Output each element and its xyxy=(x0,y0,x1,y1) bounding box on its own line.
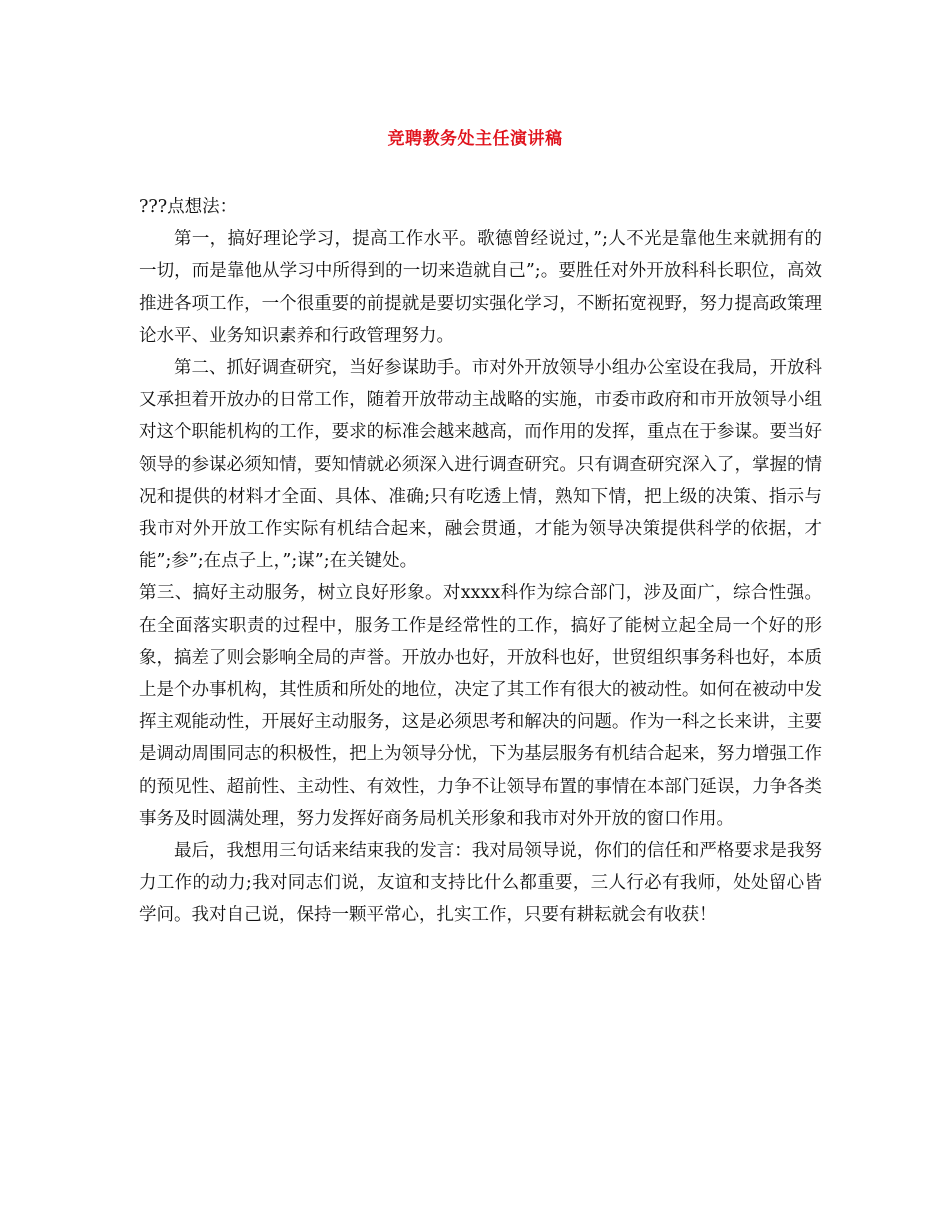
document-title: 竞聘教务处主任演讲稿 xyxy=(387,129,563,149)
intro-line: ???点想法： xyxy=(139,197,238,217)
paragraph-2: 第二、抓好调查研究，当好参谋助手。市对外开放领导小组办公室设在我局，开放科又承担着开放办的日常工作，随着开放带动主战略的实施，市委市政府和市开放领导小组对这个职能机构的工作，要求的标准会越来越高，而作用的发挥，重点在于参谋。要当好领导的参谋必须知情，要知情就必须深入进行调查研究。只有调查研究深入了，掌握的情况和提供的材料才全面、具体、准确;只有吃透上情，熟知下情，把上级的决策、指示与我市对外开放工作实际有机结合起来，融会贯通，才能为领导决策提供科学的依据，才能”;参”;在点子上，”;谋”;在关键处。 xyxy=(139,358,822,572)
paragraph-1: 第一，搞好理论学习，提高工作水平。歌德曾经说过，”;人不光是靠他生来就拥有的一切，而是靠他从学习中所得到的一切来造就自己”;。要胜任对外开放科科长职位，高效推进各项工作，一个很重要的前提就是要切实强化学习，不断拓宽视野，努力提高政策理论水平、业务知识素养和行政管理努力。 xyxy=(139,229,822,346)
paragraph-3: 第三、搞好主动服务，树立良好形象。对xxxx科作为综合部门，涉及面广，综合性强。在全面落实职责的过程中，服务工作是经常性的工作，搞好了能树立起全局一个好的形象，搞差了则会影响全局的声誉。开放办也好，开放科也好，世贸组织事务科也好，本质上是个办事机构，其性质和所处的地位，决定了其工作有很大的被动性。如何在被动中发挥主观能动性，开展好主动服务，这是必须思考和解决的问题。作为一科之长来讲，主要是调动周围同志的积极性，把上为领导分忧，下为基层服务有机结合起来，努力增强工作的预见性、超前性、主动性、有效性，力争不让领导布置的事情在本部门延误，力争各类事务及时圆满处理，努力发挥好商务局机关形象和我市对外开放的窗口作用。 xyxy=(139,583,822,829)
document-body xyxy=(139,191,822,932)
paragraph-4: 最后，我想用三句话来结束我的发言：我对局领导说，你们的信任和严格要求是我努力工作的动力;我对同志们说，友谊和支持比什么都重要，三人行必有我师，处处留心皆学问。我对自己说，保持一颗平常心，扎实工作，只要有耕耘就会有收获！ xyxy=(139,841,822,926)
